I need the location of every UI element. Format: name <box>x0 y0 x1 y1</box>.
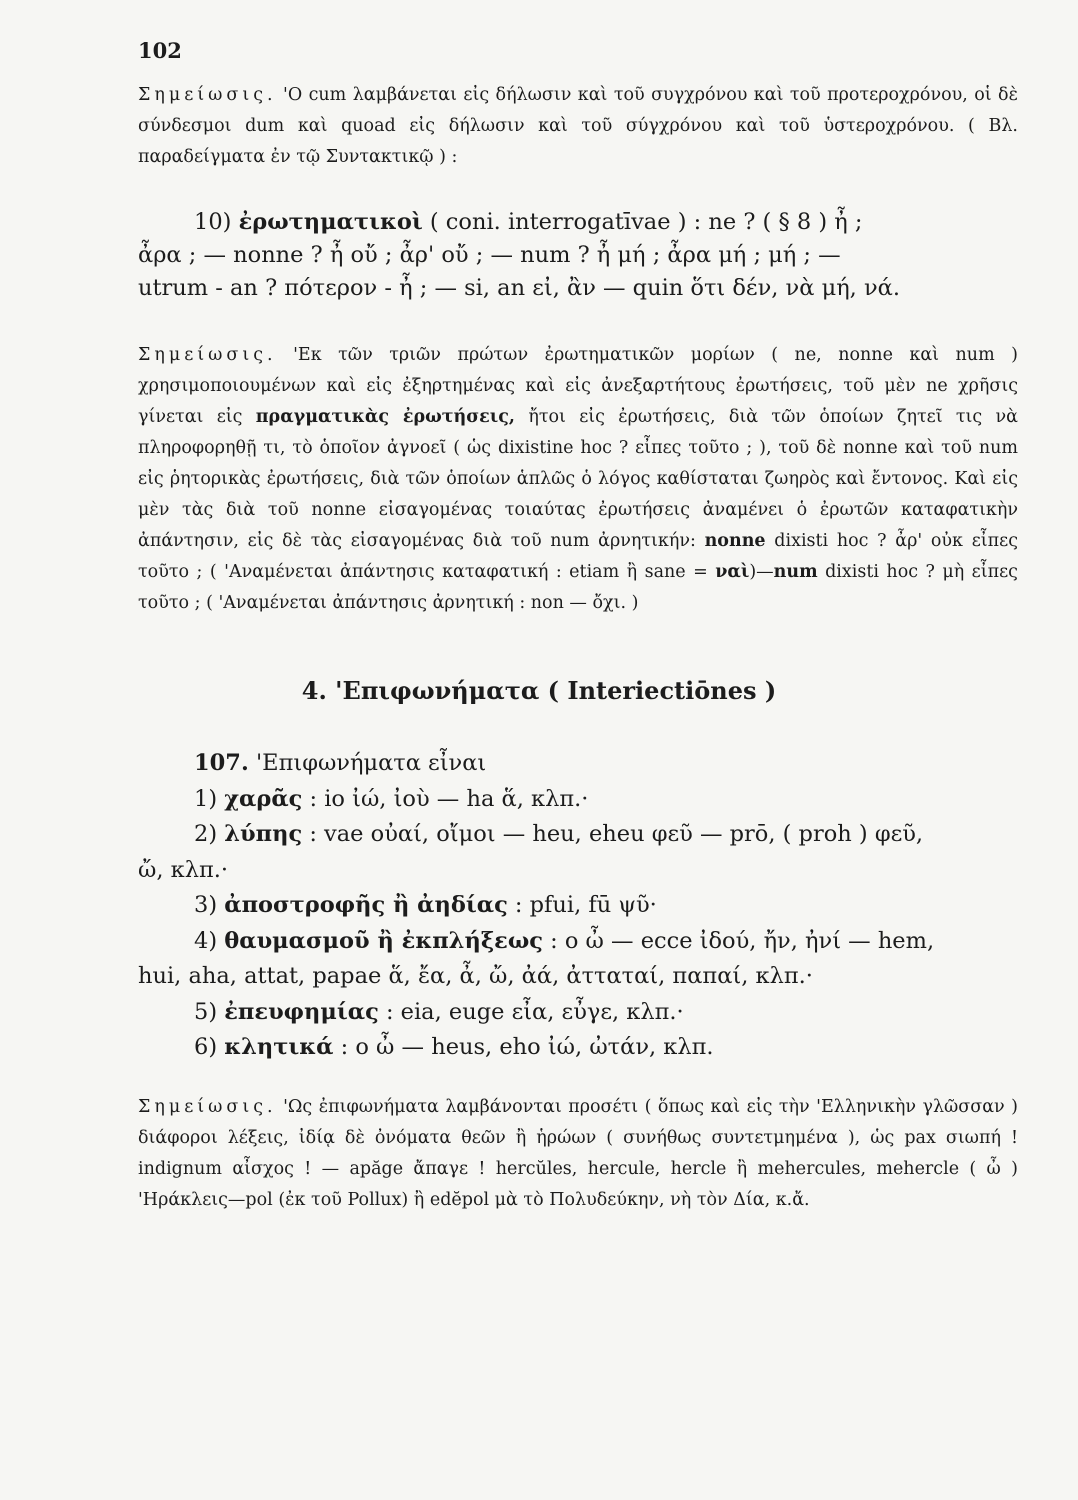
item-key: κλητικά <box>224 1034 334 1060</box>
item-number: 2) <box>194 821 218 847</box>
item-text: ὤ, κλπ.· <box>138 856 229 883</box>
note-paragraph-1 <box>138 80 1018 173</box>
item-text: : o ὦ — ecce ἰδού, ἤν, ἠνί — hem, <box>550 927 935 954</box>
item-text: : io ἰώ, ἰοὺ — ha ἅ, κλπ.· <box>309 785 589 812</box>
item-line-2: ἆρα ; — nonne ? ἦ οὔ ; ἆρ' οὔ ; — num ? ἦ μή ; ἆρα μή ; μή ; — <box>138 242 841 268</box>
item-key: ἐπευφημίας <box>224 998 379 1025</box>
item-key: θαυμασμοῦ ἢ ἐκπλήξεως <box>224 927 543 954</box>
note-bold-4: num <box>773 562 818 582</box>
item-line-1: ( coni. interrogatīvae ) : ne ? ( § 8 ) ἦ ; <box>429 209 863 235</box>
item-text: : vae οὐαί, οἴμοι — heu, eheu φεῦ — prō, ( proh ) φεῦ, <box>309 821 924 847</box>
item-number: 5) <box>194 998 218 1025</box>
item-text: hui, aha, attat, papae ἅ, ἔα, ἆ, ὤ, ἀά, ἀτταταί, παπαί, κλπ.· <box>138 963 813 989</box>
note-paragraph-2 <box>138 340 1018 619</box>
list-item <box>138 888 1018 924</box>
note-bold-1: πραγματικὰς ἐρωτήσεις, <box>255 407 516 427</box>
item-text: : o ὦ — heus, eho ἰώ, ὠτάν, κλπ. <box>340 1034 714 1060</box>
section-number: 107. <box>194 750 249 776</box>
note-text-4: )— <box>749 562 774 582</box>
item-number: 3) <box>194 892 218 918</box>
list-item <box>138 995 1018 1031</box>
note-text: 'Ο cum λαμβάνεται εἰς δήλωσιν καὶ τοῦ συγχρόνου καὶ τοῦ προτεροχρόνου, οἱ δὲ σύνδεσμοι dum καὶ quoad εἰς δήλωσιν καὶ τοῦ σύγχρόνου καὶ τοῦ ὑστεροχρόνου. ( Βλ. παραδείγματα ἐν τῷ Συντακτικῷ ) : <box>138 85 1018 167</box>
section-107 <box>138 746 1018 1066</box>
item-number: 4) <box>194 927 218 954</box>
item-10-interrogative <box>138 206 1018 305</box>
section-heading: 4. 'Επιφωνήματα ( Interiectiōnes ) <box>301 676 777 705</box>
item-key: λύπης <box>224 821 303 847</box>
page-number: 102 <box>138 38 182 63</box>
note-text: 'Ως ἐπιφωνήματα λαμβάνονται προσέτι ( ὅπως καὶ εἰς τὴν 'Ελληνικὴν γλῶσσαν ) διάφοροι λέξεις, ἰδίᾳ δὲ ὀνόματα θεῶν ἢ ἡρώων ( συνήθως συντετμημένα ), ὡς pax σιωπή ! indignum αἶσχος ! — apăge ἄπαγε ! hercŭles, hercule, hercle ἢ mehercules, mehercle ( ὦ ) 'Ηράκλεις—pol (ἐκ τοῦ Pollux) ἢ edĕpol μὰ τὸ Πολυδεύκην, νὴ τὸν Δία, κ.ἄ. <box>138 1097 1018 1210</box>
note-paragraph-3 <box>138 1092 1018 1216</box>
note-text-3: dixisti hoc ? ἆρ' οὐκ εἶπες τοῦτο ; ( 'Αναμένεται ἀπάντησις καταφατική : etiam ἢ sane = <box>138 531 1018 582</box>
item-number: 10) <box>194 209 232 235</box>
item-line-3: utrum - an ? πότερον - ἦ ; — si, an εἰ, ἂν — quin ὅτι δέν, νὰ μή, νά. <box>138 275 901 301</box>
item-key: ἀποστροφῆς ἢ ἀηδίας <box>224 892 508 918</box>
list-item-continuation <box>138 853 1018 889</box>
note-label: Σημείωσις. <box>138 1097 277 1117</box>
note-label: Σημείωσις. <box>138 85 277 105</box>
section-title: 'Επιφωνήματα εἶναι <box>255 750 487 776</box>
note-text-2: ἤτοι εἰς ἐρωτήσεις, διὰ τῶν ὁποίων ζητεῖ τις νὰ πληροφορηθῇ τι, τὸ ὁποῖον ἀγνοεῖ ( ὡς dixistine hoc ? εἶπες τοῦτο ; ), τοῦ δὲ nonne καὶ τοῦ num εἰς ῥητορικὰς ἐρωτήσεις, διὰ τῶν ὁποίων ἁπλῶς ὁ λόγος καθίσταται ζωηρὸς καὶ ἔντονος. Καὶ εἰς μὲν τὰς διὰ τοῦ nonne εἰσαγομένας τοιαύτας ἐρωτήσεις ἀναμένει ὁ ἐρωτῶν καταφατικὴν ἀπάντησιν, εἰς δὲ τὰς εἰσαγομένας διὰ τοῦ num ἀρνητικήν: <box>138 407 1018 551</box>
note-bold-3: ναὶ <box>715 562 750 582</box>
item-title: ἐρωτηματικοὶ <box>238 209 423 235</box>
list-item <box>138 782 1018 818</box>
note-bold-2: nonne <box>704 531 766 551</box>
item-key: χαρᾶς <box>224 785 303 812</box>
list-item-continuation <box>138 959 1018 995</box>
list-item <box>138 1030 1018 1066</box>
note-label: Σημείωσις. <box>138 345 277 365</box>
item-text: : pfui, fū ψῦ· <box>514 892 657 918</box>
item-text: : eia, euge εἶα, εὖγε, κλπ.· <box>385 998 684 1025</box>
list-item <box>138 924 1018 960</box>
note-text-5: dixisti hoc ? μὴ εἶπες τοῦτο ; ( 'Αναμένεται ἀπάντησις ἀρνητική : non — ὄχι. ) <box>138 562 1018 613</box>
note-text-1: 'Εκ τῶν τριῶν πρώτων ἐρωτηματικῶν μορίων ( ne, nonne καὶ num ) χρησιμοποιουμένων καὶ εἰς ἐξηρτημένας καὶ εἰς ἀνεξαρτήτους ἐρωτήσεις, τοῦ μὲν ne χρῆσις γίνεται εἰς <box>138 345 1018 427</box>
list-item <box>138 817 1018 853</box>
item-number: 1) <box>194 785 218 812</box>
item-number: 6) <box>194 1034 218 1060</box>
